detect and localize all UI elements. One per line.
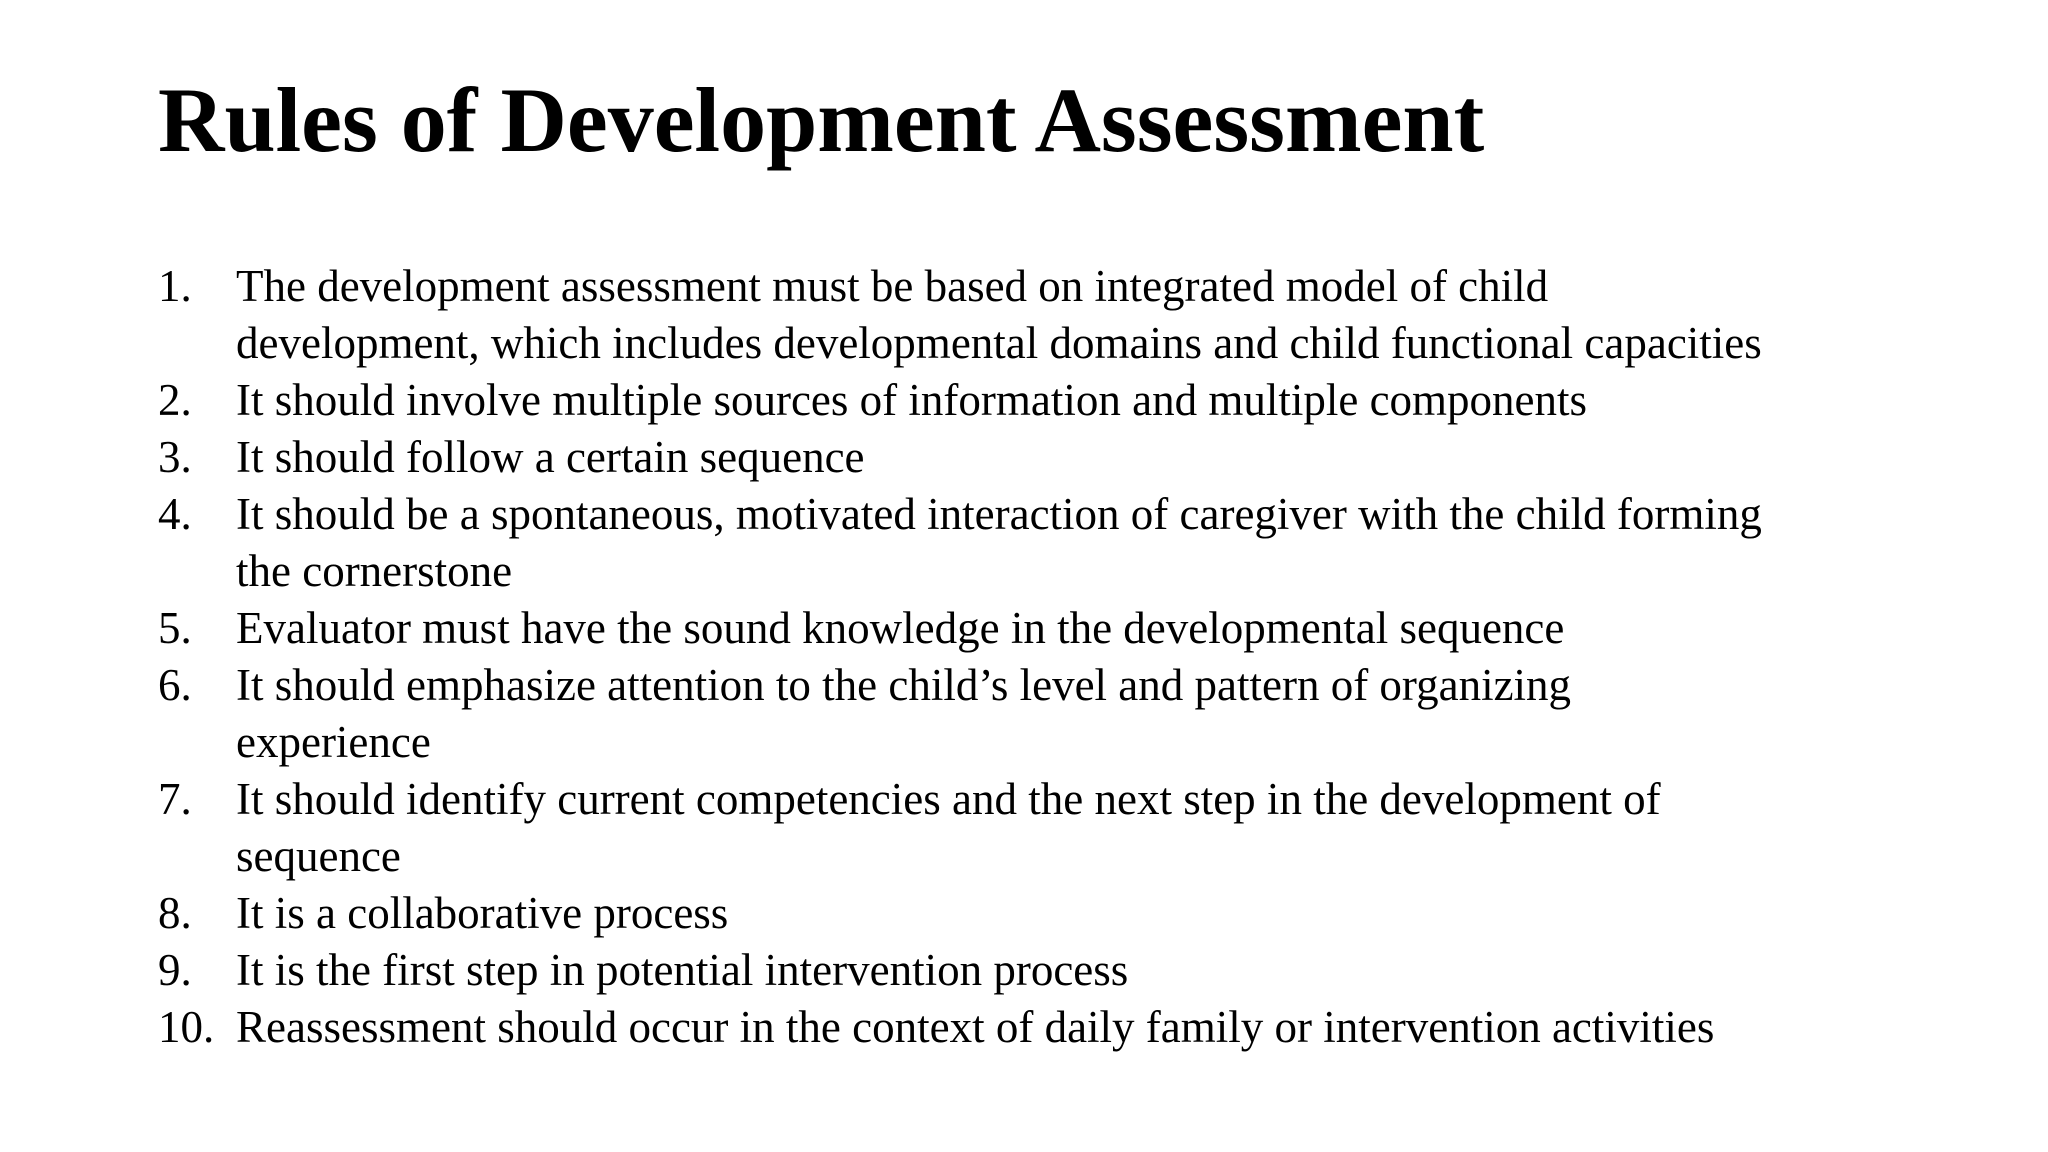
rule-text-line: It is a collaborative process bbox=[236, 888, 729, 938]
rule-text-line: It should involve multiple sources of information and multiple components bbox=[236, 375, 1588, 425]
rule-text-line: sequence bbox=[236, 831, 401, 881]
rule-item-1 bbox=[158, 258, 1878, 372]
rule-text bbox=[236, 657, 1878, 771]
rule-text-line: It should identify current competencies and the next step in the development of bbox=[236, 774, 1661, 824]
rule-item-9 bbox=[158, 942, 1878, 999]
rule-text bbox=[236, 372, 1878, 429]
rule-text bbox=[236, 258, 1878, 372]
rule-text-line: Reassessment should occur in the context of daily family or intervention activities bbox=[236, 1002, 1715, 1052]
rule-number: 8. bbox=[158, 888, 192, 938]
rule-text-line: Evaluator must have the sound knowledge in the developmental sequence bbox=[236, 603, 1565, 653]
rule-number: 9. bbox=[158, 945, 192, 995]
rule-text bbox=[236, 771, 1878, 885]
rule-text bbox=[236, 999, 1878, 1056]
rule-item-6 bbox=[158, 657, 1878, 771]
rule-number: 6. bbox=[158, 660, 192, 710]
rule-number: 2. bbox=[158, 375, 192, 425]
rule-text-line: the cornerstone bbox=[236, 546, 513, 596]
rule-item-3 bbox=[158, 429, 1878, 486]
rule-text-line: It should follow a certain sequence bbox=[236, 432, 865, 482]
rule-text bbox=[236, 486, 1878, 600]
rule-text bbox=[236, 885, 1878, 942]
rule-number: 1. bbox=[158, 261, 192, 311]
rule-text-line: development, which includes developmental domains and child functional capacities bbox=[236, 318, 1762, 368]
rule-text-line: It should emphasize attention to the child’s level and pattern of organizing bbox=[236, 660, 1572, 710]
rule-text-line: The development assessment must be based on integrated model of child bbox=[236, 261, 1549, 311]
rule-item-10 bbox=[158, 999, 1878, 1056]
rule-number: 3. bbox=[158, 432, 192, 482]
rule-number: 7. bbox=[158, 774, 192, 824]
rule-text bbox=[236, 600, 1878, 657]
slide-title: Rules of Development Assessment bbox=[158, 69, 1485, 171]
rule-number: 10. bbox=[158, 1002, 215, 1052]
rule-item-5 bbox=[158, 600, 1878, 657]
rule-text-line: It is the first step in potential intervention process bbox=[236, 945, 1129, 995]
rule-number: 4. bbox=[158, 489, 192, 539]
rule-text-line: It should be a spontaneous, motivated interaction of caregiver with the child forming bbox=[236, 489, 1762, 539]
rules-list bbox=[158, 258, 1878, 1056]
rule-text-line: experience bbox=[236, 717, 431, 767]
rule-item-2 bbox=[158, 372, 1878, 429]
rule-item-7 bbox=[158, 771, 1878, 885]
rule-number: 5. bbox=[158, 603, 192, 653]
rule-item-4 bbox=[158, 486, 1878, 600]
rule-text bbox=[236, 429, 1878, 486]
rule-text bbox=[236, 942, 1878, 999]
rule-item-8 bbox=[158, 885, 1878, 942]
